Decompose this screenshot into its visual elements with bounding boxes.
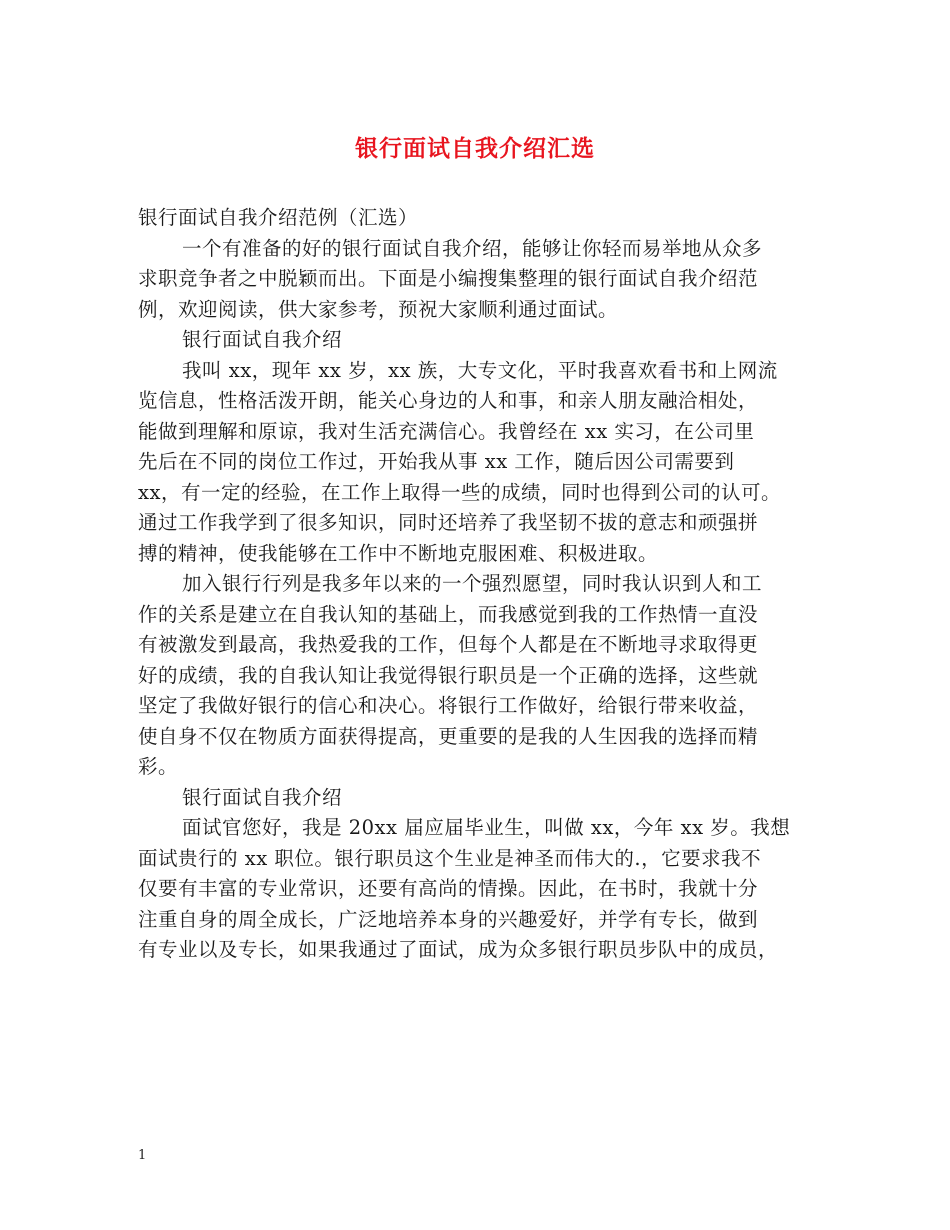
text-line: 先后在不同的岗位工作过，开始我从事 xx 工作，随后因公司需要到 [138,450,735,473]
text-line: 面试官您好，我是 20xx 届应届毕业生，叫做 xx，今年 xx 岁。我想 [182,816,791,839]
text-line: 好的成绩，我的自我认知让我觉得银行职员是一个正确的选择，这些就 [138,663,759,687]
text-line: 面试贵行的 xx 职位。银行职员这个生业是神圣而伟大的.，它要求我不 [138,846,762,870]
text-line: 通过工作我学到了很多知识，同时还培养了我坚韧不拔的意志和顽强拼 [138,511,759,534]
text-line: 作的关系是建立在自我认知的基础上，而我感觉到我的工作热情一直没 [138,602,759,626]
text-line: 求职竞争者之中脱颖而出。下面是小编搜集整理的银行面试自我介绍范 [138,267,759,290]
text-line: 彩。 [138,755,179,778]
text-line: 览信息，性格活泼开朗，能关心身边的人和事，和亲人朋友融洽相处， [138,389,759,412]
text-line: xx，有一定的经验，在工作上取得一些的成绩，同时也得到公司的认可。 [138,480,781,504]
text-line: 能做到理解和原谅，我对生活充满信心。我曾经在 xx 实习，在公司里 [138,419,755,443]
text-line: 一个有准备的好的银行面试自我介绍，能够让你轻而易举地从众多 [182,236,763,260]
text-line: 加入银行行列是我多年以来的一个强烈愿望，同时我认识到人和工 [182,572,763,595]
page-number: 1 [138,1148,147,1163]
text-line: 有被激发到最高，我热爱我的工作，但每个人都是在不断地寻求取得更 [138,633,759,656]
text-line: 银行面试自我介绍 [182,785,343,809]
document-title: 银行面试自我介绍汇选 [355,135,595,162]
text-line: 银行面试自我介绍 [182,328,343,351]
text-line: 坚定了我做好银行的信心和决心。将银行工作做好，给银行带来收益， [138,694,759,717]
text-line: 银行面试自我介绍范例（汇选） [138,206,419,229]
text-line: 搏的精神，使我能够在工作中不断地克服困难、积极进取。 [138,541,659,565]
document-body [138,203,828,966]
text-line: 有专业以及专长，如果我通过了面试，成为众多银行职员步队中的成员， [138,938,779,961]
text-line: 使自身不仅在物质方面获得提高，更重要的是我的人生因我的选择而精 [138,724,759,748]
text-line: 例，欢迎阅读，供大家参考，预祝大家顺利通过面试。 [138,297,619,321]
text-line: 注重自身的周全成长，广泛地培养本身的兴趣爱好，并学有专长，做到 [138,907,759,931]
text-line: 仅要有丰富的专业常识，还要有高尚的情操。因此，在书时，我就十分 [138,877,759,900]
text-line: 我叫 xx，现年 xx 岁，xx 族，大专文化，平时我喜欢看书和上网流 [182,358,778,382]
